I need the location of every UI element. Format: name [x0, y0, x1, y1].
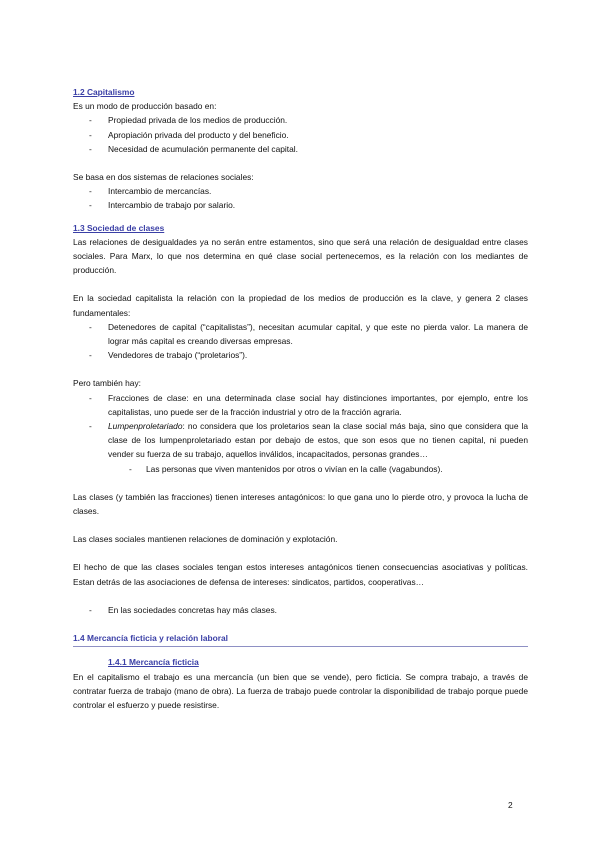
list-item: - Vendedores de trabajo (“proletarios”). — [73, 348, 528, 362]
list-item: - Las personas que viven mantenidos por otros o vivían en la calle (vagabundos). — [73, 462, 528, 476]
document-page — [73, 85, 528, 712]
heading-sociedad-de-clases: 1.3 Sociedad de clases — [73, 222, 165, 233]
clases-sub-list — [73, 462, 528, 476]
capitalismo-list — [73, 113, 528, 156]
list-item-lumpen — [73, 419, 528, 462]
heading-mercancia-ficticia-relacion-laboral: 1.4 Mercancía ficticia y relación laboral — [73, 631, 528, 647]
list-item: - Necesidad de acumulación permanente del capital. — [73, 142, 528, 156]
clases-list — [73, 320, 528, 363]
list-item: - Fracciones de clase: en una determinada clase social hay distinciones importantes, por ejemplo, entre los capitalistas, uno puede ser de la fracción industrial y otro de la fracción agraria. — [73, 391, 528, 419]
clases-paragraph-2: En la sociedad capitalista la relación con la propiedad de los medios de producción es la clave, y genera 2 clases fundamentales: — [73, 293, 528, 318]
list-item: - Detenedores de capital (“capitalistas”), necesitan acumular capital, y que este no pierda valor. La manera de lograr más capital es creando diversas empresas. — [73, 320, 528, 348]
list-item: - En las sociedades concretas hay más clases. — [73, 603, 528, 617]
page-number: 2 — [508, 800, 513, 810]
heading-capitalismo: 1.2 Capitalismo — [73, 87, 135, 97]
capitalismo-intro2: Se basa en dos sistemas de relaciones sociales: — [73, 172, 254, 183]
clases-list-3 — [73, 603, 528, 617]
list-item: - Intercambio de mercancías. — [73, 184, 528, 198]
clases-paragraph-3: Pero también hay: — [73, 378, 141, 389]
list-item: - Intercambio de trabajo por salario. — [73, 198, 528, 212]
clases-paragraph-6: El hecho de que las clases sociales tengan estos intereses antagónicos tienen consecuencias asociativas y políticas. Estan detrás de las asociaciones de defensa de intereses: sindicatos, partidos, cooperativas… — [73, 562, 528, 587]
mercancia-paragraph-1: En el capitalismo el trabajo es una mercancía (un bien que se vende), pero ficticia. Se compra trabajo, a través de contratar fuerza de trabajo (mano de obra). La fuerza de trabajo puede controlar la disponibilidad de trabajo porque puede controlar el esfuerzo y puede resistirse. — [73, 671, 528, 710]
list-item: - Apropiación privada del producto y del beneficio. — [73, 128, 528, 142]
lumpen-term: Lumpenproletariado — [108, 421, 183, 432]
clases-paragraph-4: Las clases (y también las fracciones) tienen intereses antagónicos: lo que gana uno lo pierde otro, y provoca la lucha de clases. — [73, 491, 528, 517]
clases-paragraph-1: Las relaciones de desigualdades ya no serán entre estamentos, sino que será una relación de desigualdad entre clases sociales. Para Marx, lo que nos determina en qué clase social pertenecemos, es la relación con los mediantes de producción. — [73, 236, 528, 276]
clases-list-2 — [73, 391, 528, 462]
lumpen-text: : no considera que los proletarios sean la clase social más baja, sino que considera que la clase de los lumpenproletariado estan por debajo de estos, que son esos que no tienen capital, ni pueden vender su fuerza de su trabajo, aquellos inválidos, incapacitados, personas grandes… — [108, 421, 528, 460]
subheading-mercancia-ficticia: 1.4.1 Mercancía ficticia — [108, 657, 199, 668]
capitalismo-list2 — [73, 184, 528, 212]
capitalismo-intro: Es un modo de producción basado en: — [73, 101, 217, 112]
clases-paragraph-5: Las clases sociales mantienen relaciones de dominación y explotación. — [73, 534, 338, 545]
list-item: - Propiedad privada de los medios de producción. — [73, 113, 528, 127]
